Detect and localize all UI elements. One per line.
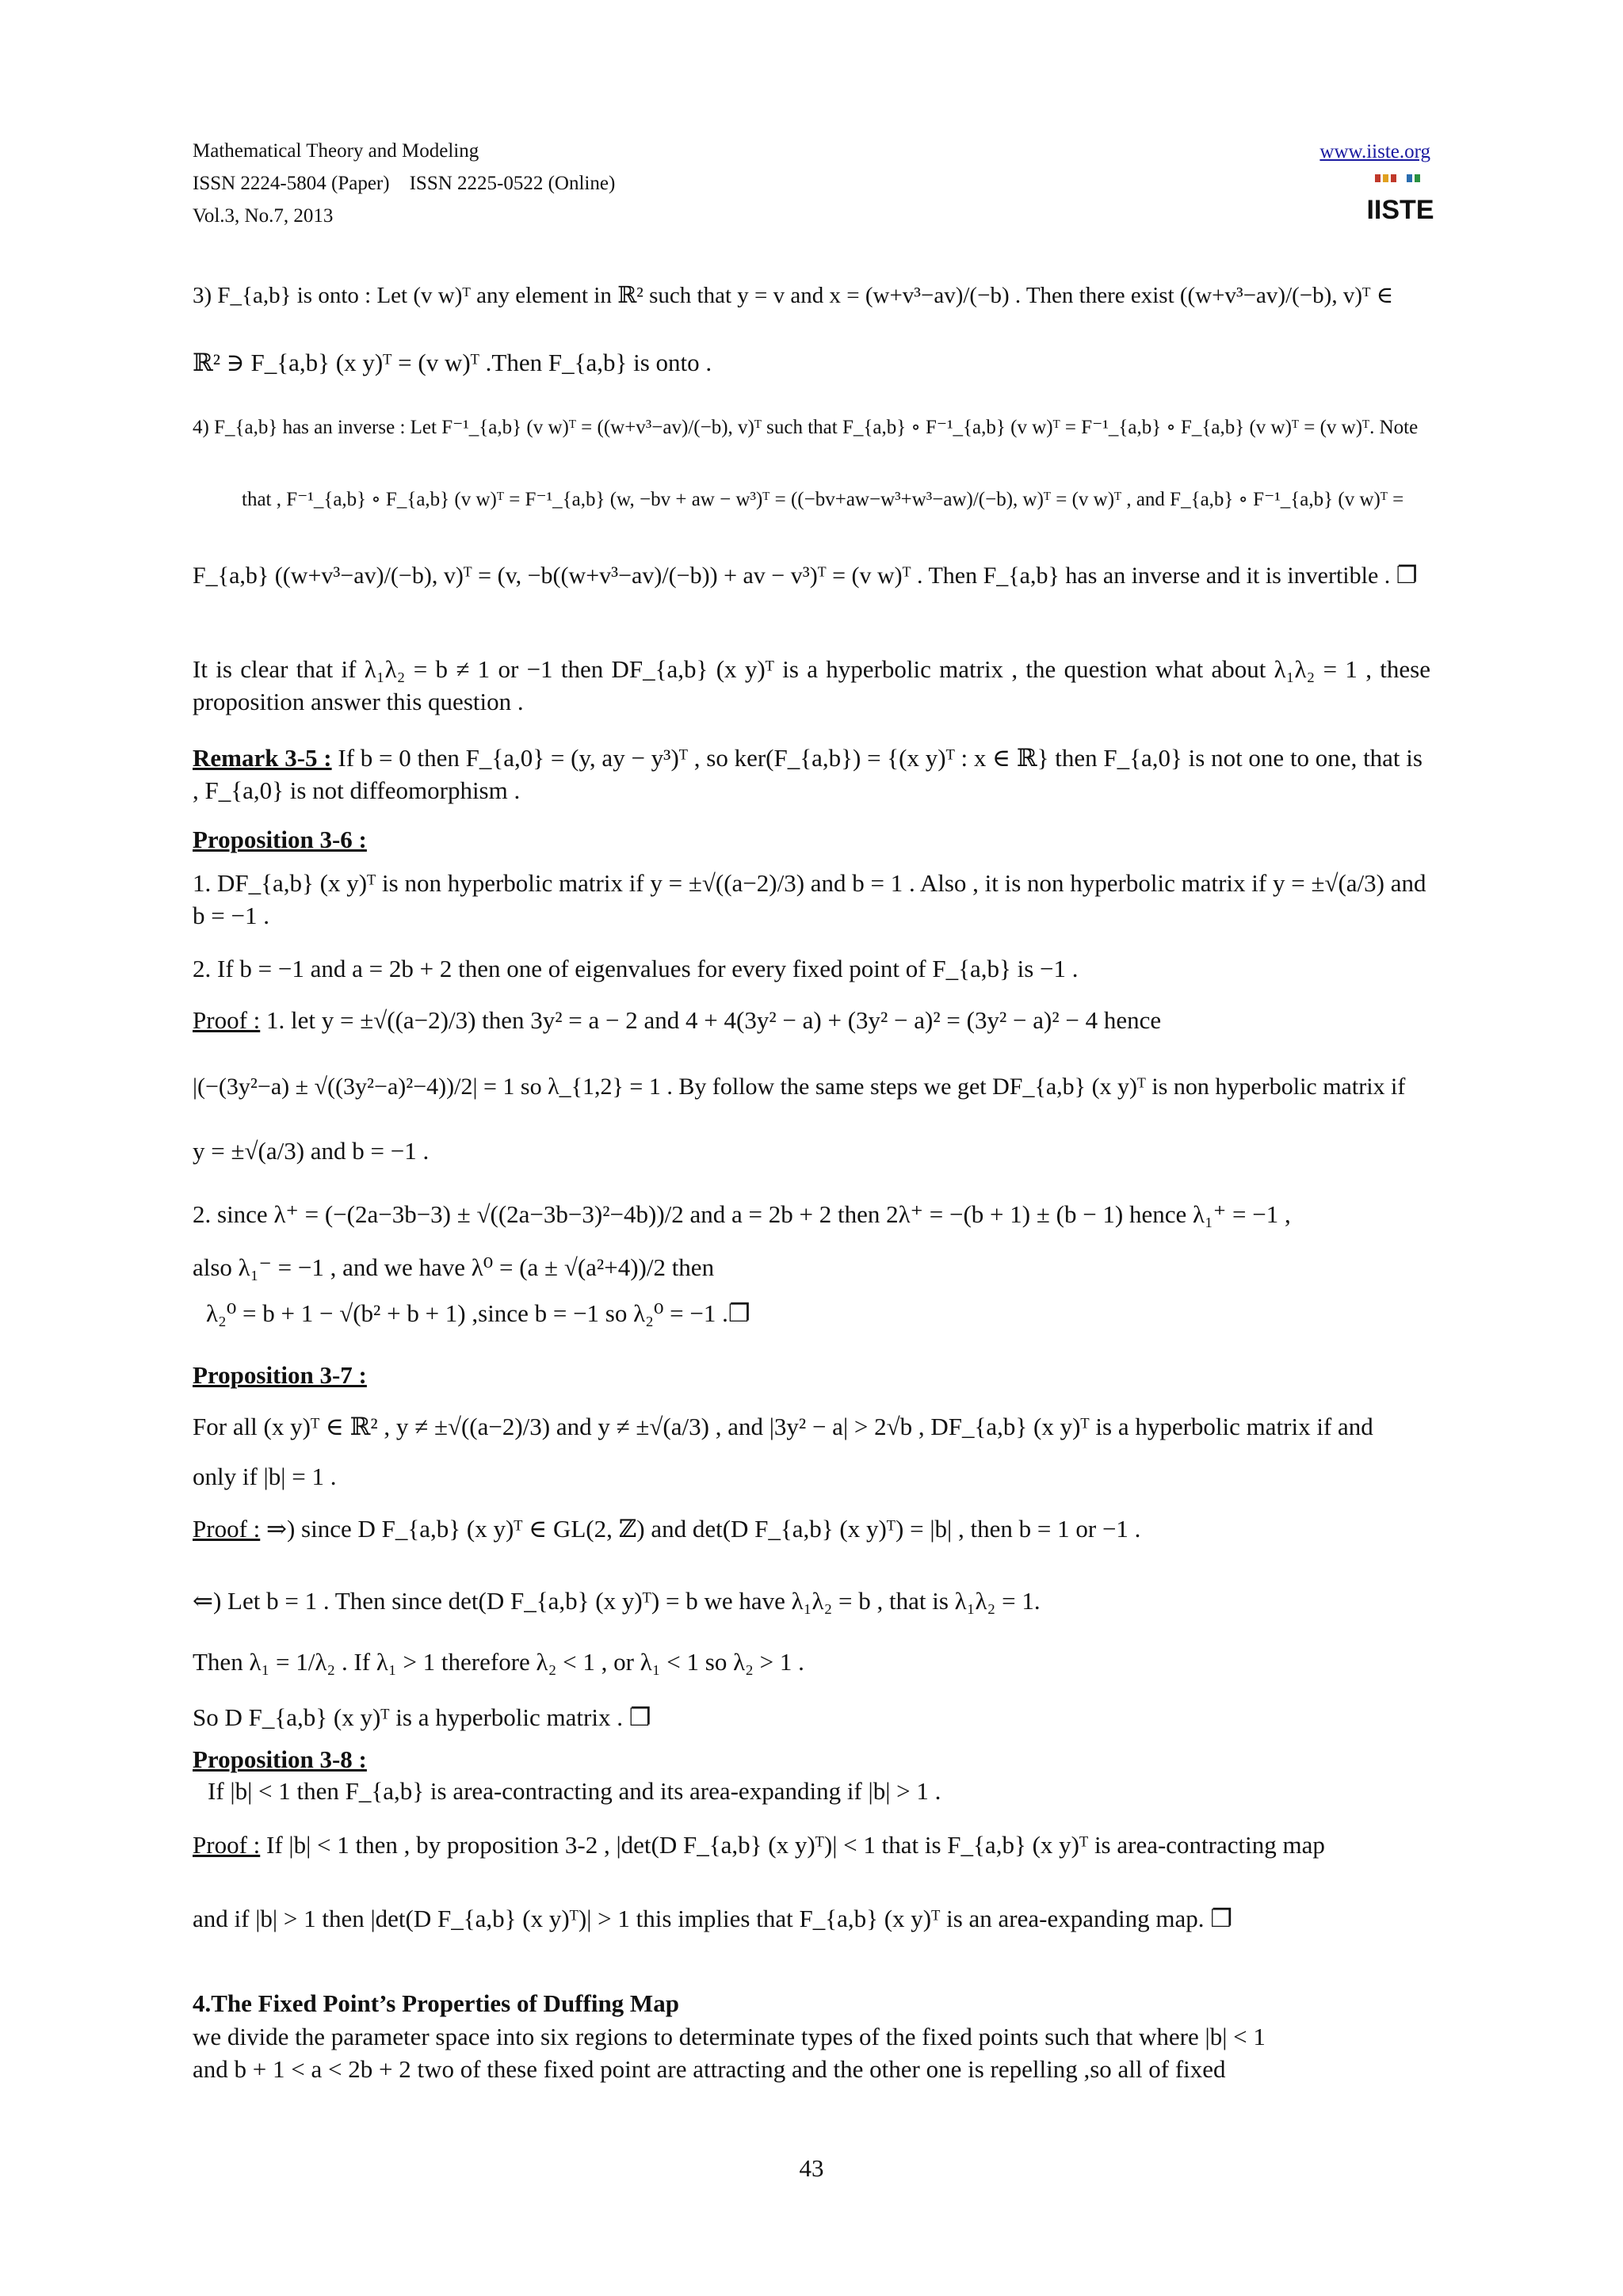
journal-title: Mathematical Theory and Modeling	[193, 140, 479, 162]
prop-3-7-proof2: ⇐) Let b = 1 . Then since det(D F_{a,b} (x y)ᵀ) = b we have λ₁λ₂ = b , that is λ₁λ₂ = 1.	[193, 1587, 1041, 1615]
prop-3-6-proof6: λ₂⁰ = b + 1 − √(b² + b + 1) ,since b = −1 so λ₂⁰ = −1 .❐	[206, 1299, 750, 1327]
remark-text: If b = 0 then F_{a,0} = (y, ay − y³)ᵀ , so ker(F_{a,b}) = {(x y)ᵀ : x ∈ ℝ} then F_{a,0} is not one to one, that is , F_{a,0} is not diffeomorphism .	[193, 744, 1423, 804]
paragraph-hyperbolic: It is clear that if λ₁λ₂ = b ≠ 1 or −1 then DF_{a,b} (x y)ᵀ is a hyperbolic matrix , the question what about λ₁λ₂ = 1 , these proposition answer this question .	[193, 655, 1430, 715]
journal-volume: Vol.3, No.7, 2013	[193, 205, 334, 227]
prop-3-6-title: Proposition 3-6 :	[193, 826, 367, 853]
proof-text: If |b| < 1 then , by proposition 3-2 , |det(D F_{a,b} (x y)ᵀ)| < 1 that is F_{a,b} (x y)ᵀ is area-contracting map	[266, 1831, 1325, 1859]
section-4-line1: we divide the parameter space into six regions to determinate types of the fixed points such that where |b| < 1	[193, 2023, 1266, 2050]
proof-label: Proof :	[193, 1831, 261, 1859]
remark-3-5	[193, 742, 1430, 807]
prop-3-6-proof4: 2. since λ⁺ = (−(2a−3b−3) ± √((2a−3b−3)²−4b))/2 and a = 2b + 2 then 2λ⁺ = −(b + 1) ± (b − 1) hence λ₁⁺ = −1 ,	[193, 1200, 1291, 1228]
item4-line3: F_{a,b} ((w+v³−av)/(−b), v)ᵀ = (v, −b((w+v³−av)/(−b)) + av − v³)ᵀ = (v w)ᵀ . Then F_{a,b} has an inverse and it is invertible . ❐	[193, 563, 1418, 589]
item4-line2: that , F⁻¹_{a,b} ∘ F_{a,b} (v w)ᵀ = F⁻¹_{a,b} (w, −bv + aw − w³)ᵀ = ((−bv+aw−w³+w³−aw)/(−b), w)ᵀ = (v w)ᵀ , and F_{a,b} ∘ F⁻¹_{a,b} (v w)ᵀ =	[242, 489, 1404, 510]
prop-3-7-stmt2: only if |b| = 1 .	[193, 1463, 337, 1490]
item4-line1: 4) F_{a,b} has an inverse : Let F⁻¹_{a,b} (v w)ᵀ = ((w+v³−av)/(−b), v)ᵀ such that F_{a,b} ∘ F⁻¹_{a,b} (v w)ᵀ = F⁻¹_{a,b} ∘ F_{a,b} (v w)ᵀ = (v w)ᵀ. Note	[193, 417, 1419, 438]
prop-3-6-proof3: y = ±√(a/3) and b = −1 .	[193, 1137, 430, 1165]
prop-3-8-proof1	[193, 1831, 1325, 1859]
proof-label: Proof :	[193, 1006, 261, 1034]
section-4-title: 4.The Fixed Point’s Properties of Duffing Map	[193, 1989, 679, 2017]
page-number: 43	[799, 2154, 824, 2182]
logo-text: IISTE	[1366, 195, 1434, 225]
journal-website-link[interactable]: www.iiste.org	[1319, 141, 1430, 162]
prop-3-8-title: Proposition 3-8 :	[193, 1745, 367, 1773]
prop-3-7-proof1	[193, 1515, 1140, 1543]
prop-3-7-proof3: Then λ₁ = 1/λ₂ . If λ₁ > 1 therefore λ₂ < 1 , or λ₁ < 1 so λ₂ > 1 .	[193, 1648, 804, 1676]
section-4-line2: and b + 1 < a < 2b + 2 two of these fixed point are attracting and the other one is repelling ,so all of fixed	[193, 2055, 1226, 2083]
iiste-logo	[1366, 173, 1434, 225]
remark-title: Remark 3-5 :	[193, 744, 332, 772]
prop-3-6-proof1	[193, 1006, 1161, 1035]
prop-3-7-title: Proposition 3-7 :	[193, 1361, 367, 1389]
prop-3-6-proof2: |(−(3y²−a) ± √((3y²−a)²−4))/2| = 1 so λ_{1,2} = 1 . By follow the same steps we get DF_{a,b} (x y)ᵀ is non hyperbolic matrix if	[193, 1074, 1406, 1100]
item3-line1: 3) F_{a,b} is onto : Let (v w)ᵀ any element in ℝ² such that y = v and x = (w+v³−av)/(−b) . Then there exist ((w+v³−av)/(−b), v)ᵀ ∈	[193, 283, 1394, 308]
proof-label: Proof :	[193, 1515, 261, 1543]
prop-3-6-item1: 1. DF_{a,b} (x y)ᵀ is non hyperbolic matrix if y = ±√((a−2)/3) and b = 1 . Also , it is non hyperbolic matrix if y = ±√(a/3) and b = −1 .	[193, 869, 1426, 929]
item3-line2: ℝ² ∋ F_{a,b} (x y)ᵀ = (v w)ᵀ .Then F_{a,b} is onto .	[193, 349, 712, 376]
prop-3-8-stmt: If |b| < 1 then F_{a,b} is area-contracting and its area-expanding if |b| > 1 .	[208, 1777, 941, 1805]
journal-header	[193, 141, 615, 238]
prop-3-6-proof5: also λ₁⁻ = −1 , and we have λ⁰ = (a ± √(a²+4))/2 then	[193, 1253, 715, 1281]
proof-text: ⇒) since D F_{a,b} (x y)ᵀ ∈ GL(2, ℤ) and det(D F_{a,b} (x y)ᵀ) = |b| , then b = 1 or −1 .	[266, 1515, 1141, 1543]
proof-text: 1. let y = ±√((a−2)/3) then 3y² = a − 2 and 4 + 4(3y² − a) + (3y² − a)² = (3y² − a)² − 4 hence	[266, 1006, 1162, 1034]
prop-3-6-item2: 2. If b = −1 and a = 2b + 2 then one of eigenvalues for every fixed point of F_{a,b} is −1 .	[193, 955, 1079, 982]
journal-issn: ISSN 2224-5804 (Paper) ISSN 2225-0522 (Online)	[193, 173, 616, 194]
prop-3-7-stmt1: For all (x y)ᵀ ∈ ℝ² , y ≠ ±√((a−2)/3) and y ≠ ±√(a/3) , and |3y² − a| > 2√b , DF_{a,b} (x y)ᵀ is a hyperbolic matrix if and	[193, 1413, 1373, 1440]
prop-3-8-proof2: and if |b| > 1 then |det(D F_{a,b} (x y)ᵀ)| > 1 this implies that F_{a,b} (x y)ᵀ is an area-expanding map. ❐	[193, 1905, 1232, 1932]
prop-3-7-proof4: So D F_{a,b} (x y)ᵀ is a hyperbolic matrix . ❐	[193, 1703, 651, 1731]
